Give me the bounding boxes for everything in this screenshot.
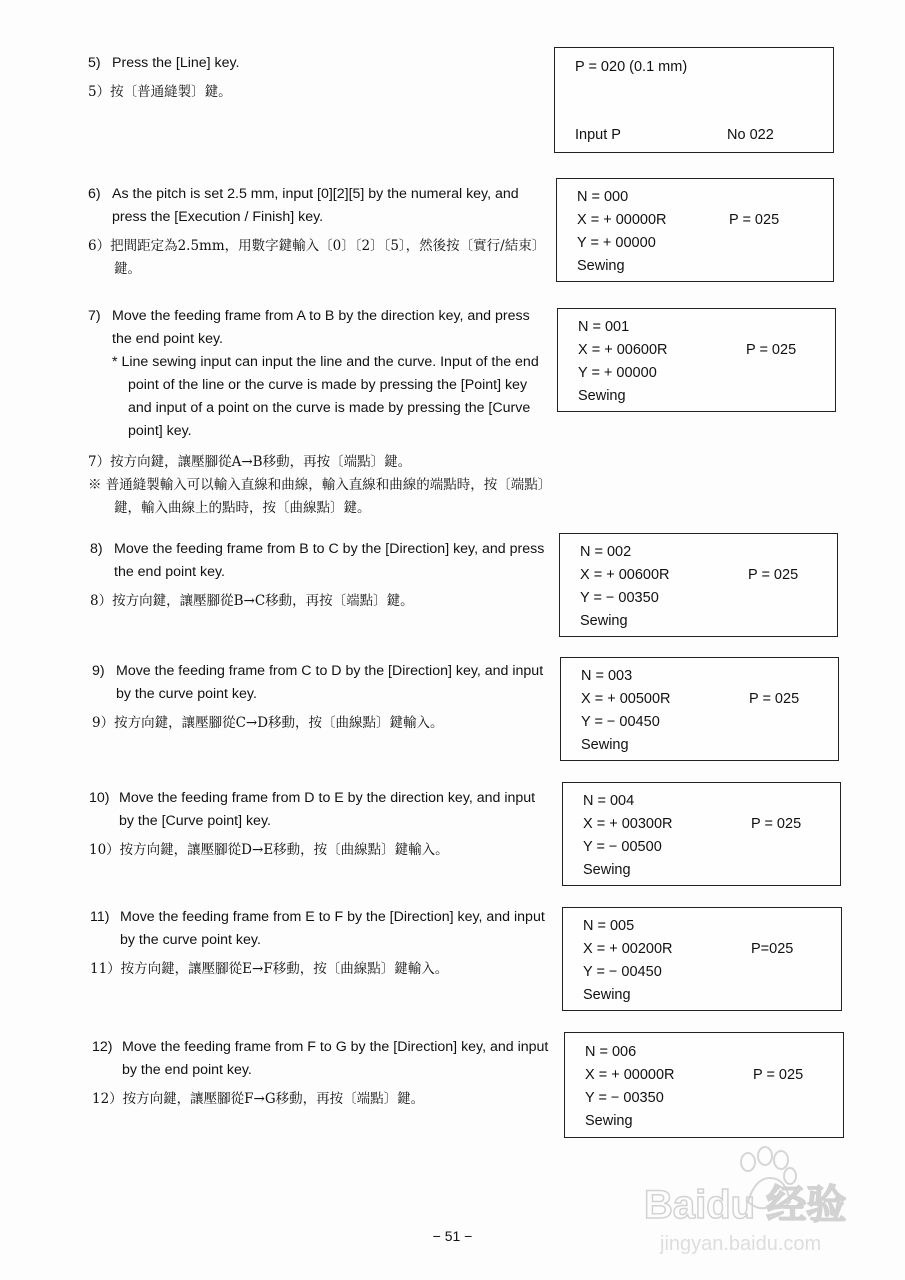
step-7-zh: 7）按方向鍵，讓壓腳從A→B移動，再按〔端點〕鍵。 — [88, 454, 412, 470]
lcd-display-n003: N = 003 X = + 00500R P = 025 Y = − 00450 Sewing — [560, 657, 839, 761]
step-6: 6) As the pitch is set 2.5 mm, input [0][2][5] by the numeral key, and press the [Execution / Finish] key. 6）把間距定為2.5mm，用數字鍵輸入〔0〕〔2〕〔5〕，然後按〔實行/結束〕鍵。 — [88, 183, 548, 281]
baidu-jingyan-watermark — [630, 1140, 890, 1270]
step-11-zh: 11）按方向鍵，讓壓腳從E→F移動，按〔曲線點〕鍵輸入。 — [90, 961, 449, 977]
step-5-zh: 5）按〔普通縫製〕鍵。 — [88, 84, 232, 100]
step-11: 11) Move the feeding frame from E to F by the [Direction] key, and input by the curve point key. 11）按方向鍵，讓壓腳從E→F移動，按〔曲線點〕鍵輸入。 — [90, 906, 550, 981]
watermark-url: jingyan.baidu.com — [660, 1233, 822, 1255]
step-7-note: * Line sewing input can input the line and the curve. Input of the end point of the line or the curve is made by pressing the [Point] key and input of a point on the curve is made by pressing the [Curve point] key. — [112, 354, 539, 439]
step-12-zh: 12）按方向鍵，讓壓腳從F→G移動，再按〔端點〕鍵。 — [92, 1091, 425, 1107]
step-12: 12) Move the feeding frame from F to G by the [Direction] key, and input by the end point key. 12）按方向鍵，讓壓腳從F→G移動，再按〔端點〕鍵。 — [92, 1036, 552, 1111]
lcd-display-n000: N = 000 X = + 00000R P = 025 Y = + 00000 Sewing — [556, 178, 834, 282]
step-9-zh: 9）按方向鍵，讓壓腳從C→D移動，按〔曲線點〕鍵輸入。 — [92, 715, 444, 731]
lcd-display-n004: N = 004 X = + 00300R P = 025 Y = − 00500 Sewing — [562, 782, 841, 886]
step-6-zh: 6）把間距定為2.5mm，用數字鍵輸入〔0〕〔2〕〔5〕，然後按〔實行/結束〕鍵。 — [88, 238, 546, 277]
step-7-zh-note: ※ 普通縫製輸入可以輸入直線和曲線，輸入直線和曲線的端點時，按〔端點〕鍵，輸入曲線上的點時，按〔曲線點〕鍵。 — [88, 477, 545, 516]
step-8: 8) Move the feeding frame from B to C by the [Direction] key, and press the end point key. 8）按方向鍵，讓壓腳從B→C移動，再按〔端點〕鍵。 — [90, 538, 550, 613]
step-7: 7) Move the feeding frame from A to B by the direction key, and press the end point key. * Line sewing input can input the line and the curve. Input of the end point of the line or the curve is made by pressing the [Point] key and input of a point on the curve is made by pressing the [Curve point] key. 7）按方向鍵，讓壓腳從A→B移動，再按〔端點〕鍵。 ※ 普通縫製輸入可以輸入直線和曲線，輸入直線和曲線的端點時，按〔端點〕鍵，輸入曲線上的點時，按〔曲線點〕鍵。 — [88, 305, 548, 520]
lcd-display-n005: N = 005 X = + 00200R P=025 Y = − 00450 Sewing — [562, 907, 842, 1011]
watermark-brand: Baidu 经验 — [644, 1183, 847, 1227]
lcd-display-n002: N = 002 X = + 00600R P = 025 Y = − 00350 Sewing — [559, 533, 838, 637]
lcd-display-n001: N = 001 X = + 00600R P = 025 Y = + 00000 Sewing — [557, 308, 836, 412]
step-5: 5) Press the [Line] key. 5）按〔普通縫製〕鍵。 — [88, 52, 548, 104]
page-number: − 51 − — [432, 1228, 473, 1244]
step-9: 9) Move the feeding frame from C to D by the [Direction] key, and input by the curve point key. 9）按方向鍵，讓壓腳從C→D移動，按〔曲線點〕鍵輸入。 — [92, 660, 552, 735]
step-10-zh: 10）按方向鍵，讓壓腳從D→E移動，按〔曲線點〕鍵輸入。 — [89, 842, 449, 858]
step-10: 10) Move the feeding frame from D to E by the direction key, and input by the [Curve point] key. 10）按方向鍵，讓壓腳從D→E移動，按〔曲線點〕鍵輸入。 — [89, 787, 549, 862]
lcd-display-input-p: P = 020 (0.1 mm) Input P No 022 — [554, 47, 834, 153]
lcd-display-n006: N = 006 X = + 00000R P = 025 Y = − 00350 Sewing — [564, 1032, 844, 1138]
step-8-zh: 8）按方向鍵，讓壓腳從B→C移動，再按〔端點〕鍵。 — [90, 593, 414, 609]
